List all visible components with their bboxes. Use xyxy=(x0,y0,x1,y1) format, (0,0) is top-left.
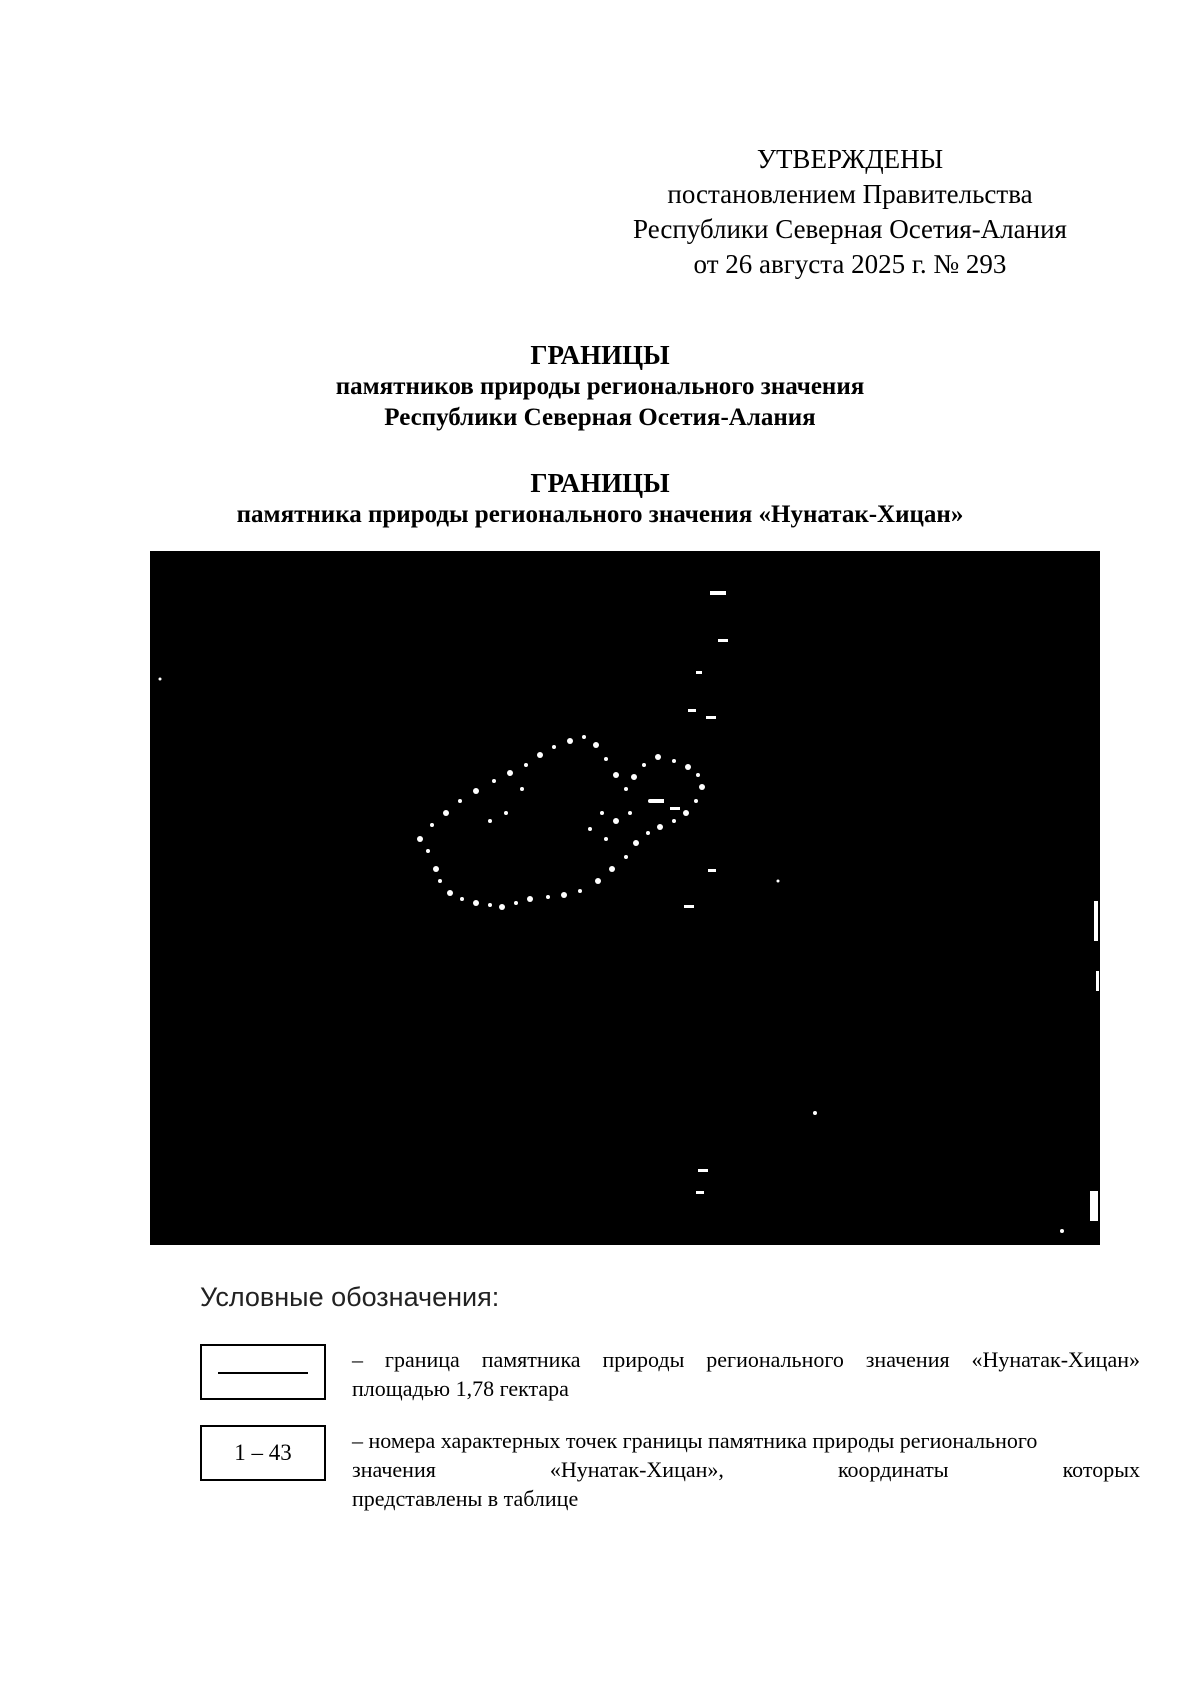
boundary-map-points xyxy=(150,551,1100,1245)
legend-points-text-line3: представлены в таблице xyxy=(352,1486,579,1511)
legend-points-text-line1: – номера характерных точек границы памятника природы регионального xyxy=(352,1428,1038,1453)
boundary-line-sample xyxy=(218,1372,308,1374)
legend-boundary-symbol xyxy=(200,1344,326,1400)
legend-points-label: 1 – 43 xyxy=(234,1440,292,1465)
boundary-map-image xyxy=(150,551,1100,1245)
heading-general-line1: памятников природы регионального значения xyxy=(335,373,865,400)
heading-general-line2: Республики Северная Осетия-Алания xyxy=(384,404,816,431)
approval-line-republic: Республики Северная Осетия-Алания xyxy=(633,214,1067,244)
approval-line-date: от 26 августа 2025 г. № 293 xyxy=(693,249,1007,279)
heading-monument xyxy=(0,468,1200,530)
legend-points-symbol xyxy=(200,1425,326,1481)
heading-monument-line1: памятника природы регионального значения «Нунатак-Хицан» xyxy=(236,501,964,528)
legend-points-word3: координаты xyxy=(837,1457,949,1482)
heading-general xyxy=(0,340,1200,433)
legend-boundary-text: – граница памятника природы регионального значения «Нунатак-Хицан» площадью 1,78 гектара xyxy=(352,1347,1140,1401)
legend-title: Условные обозначения: xyxy=(200,1282,500,1312)
legend-points-text-line2 xyxy=(352,1455,1140,1484)
boundary-point-cluster xyxy=(159,591,1100,1233)
heading-general-title: ГРАНИЦЫ xyxy=(530,340,670,370)
approval-stamp xyxy=(560,142,1140,282)
approval-title: УТВЕРЖДЕНЫ xyxy=(756,144,944,174)
approval-line-decree: постановлением Правительства xyxy=(667,179,1033,209)
legend-points-word4: которых xyxy=(1062,1457,1140,1482)
heading-monument-title: ГРАНИЦЫ xyxy=(530,468,670,498)
legend-points-text xyxy=(352,1426,1140,1513)
legend-points-word1: значения xyxy=(352,1457,436,1482)
legend-points-word2: «Нунатак-Хицан», xyxy=(549,1457,724,1482)
